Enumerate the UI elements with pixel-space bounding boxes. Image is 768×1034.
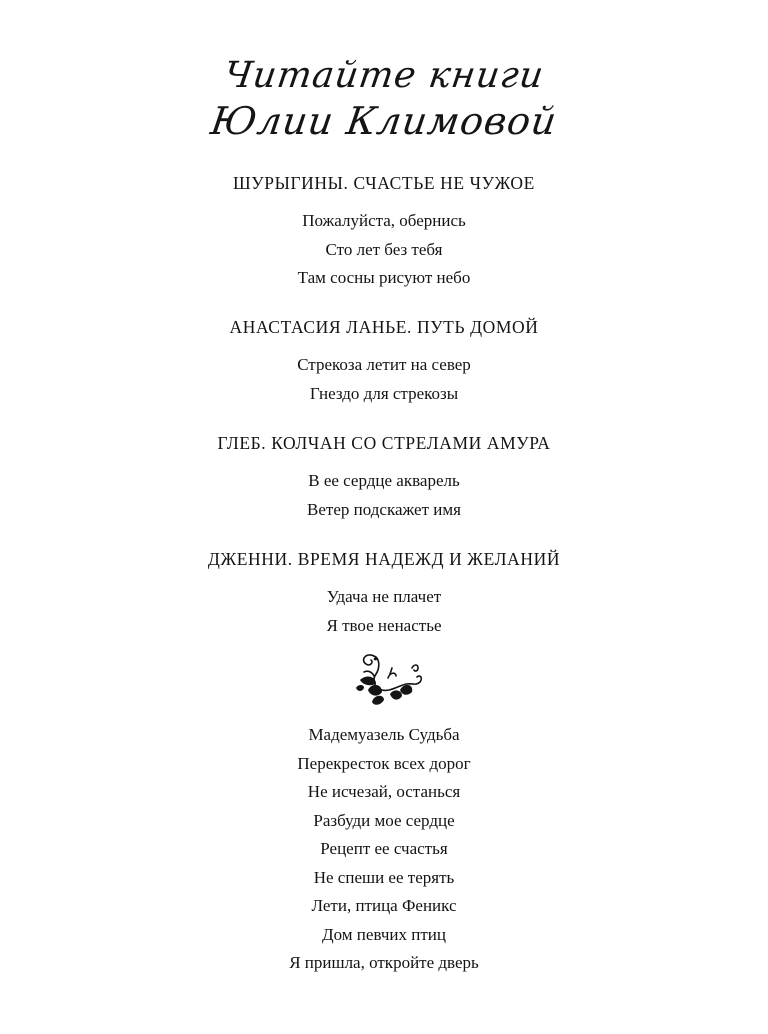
series-title: АНАСТАСИЯ ЛАНЬЕ. ПУТЬ ДОМОЙ [229, 317, 539, 337]
book-title: Я пришла, откройте дверь [289, 953, 479, 972]
book-list [0, 351, 768, 408]
book-title: Разбуди мое сердце [313, 810, 455, 830]
standalone-book-list [0, 721, 768, 978]
book-title: Перекресток всех дорог [297, 753, 471, 773]
book-title: Лети, птица Феникс [311, 896, 457, 915]
book-title: Ветер подскажет имя [307, 499, 461, 519]
book-title: Дом певчих птиц [322, 924, 446, 944]
book-title: Там сосны рисуют небо [297, 268, 471, 287]
series-block-jenny [0, 548, 768, 640]
book-title: В ее сердце акварель [308, 471, 460, 490]
book-title: Рецепт ее счастья [320, 839, 448, 858]
book-title: Стрекоза летит на север [297, 355, 471, 374]
series-block-gleb [0, 432, 768, 524]
page-title-line-2: Юлии Климовой [208, 99, 560, 143]
book-title: Удача не плачет [326, 587, 442, 606]
book-title: Сто лет без тебя [325, 239, 443, 259]
book-title: Я твое ненастье [326, 615, 442, 635]
book-list [0, 207, 768, 293]
page-title-line-1: Читайте книги [221, 55, 547, 96]
floral-vine-icon [350, 650, 426, 708]
book-title: Гнездо для стрекозы [309, 383, 459, 403]
book-title: Не спеши ее терять [313, 867, 455, 887]
book-list [0, 467, 768, 524]
book-title: Не исчезай, останься [307, 782, 461, 801]
series-title: ШУРЫГИНЫ. СЧАСТЬЕ НЕ ЧУЖОЕ [233, 173, 535, 193]
series-title: ДЖЕННИ. ВРЕМЯ НАДЕЖД И ЖЕЛАНИЙ [207, 549, 561, 569]
book-list [0, 583, 768, 640]
series-block-shurygins [0, 172, 768, 293]
book-title: Пожалуйста, обернись [302, 211, 466, 230]
book-title: Мадемуазель Судьба [308, 725, 460, 744]
series-block-anastasia [0, 316, 768, 408]
series-title: ГЛЕБ. КОЛЧАН СО СТРЕЛАМИ АМУРА [217, 433, 551, 453]
